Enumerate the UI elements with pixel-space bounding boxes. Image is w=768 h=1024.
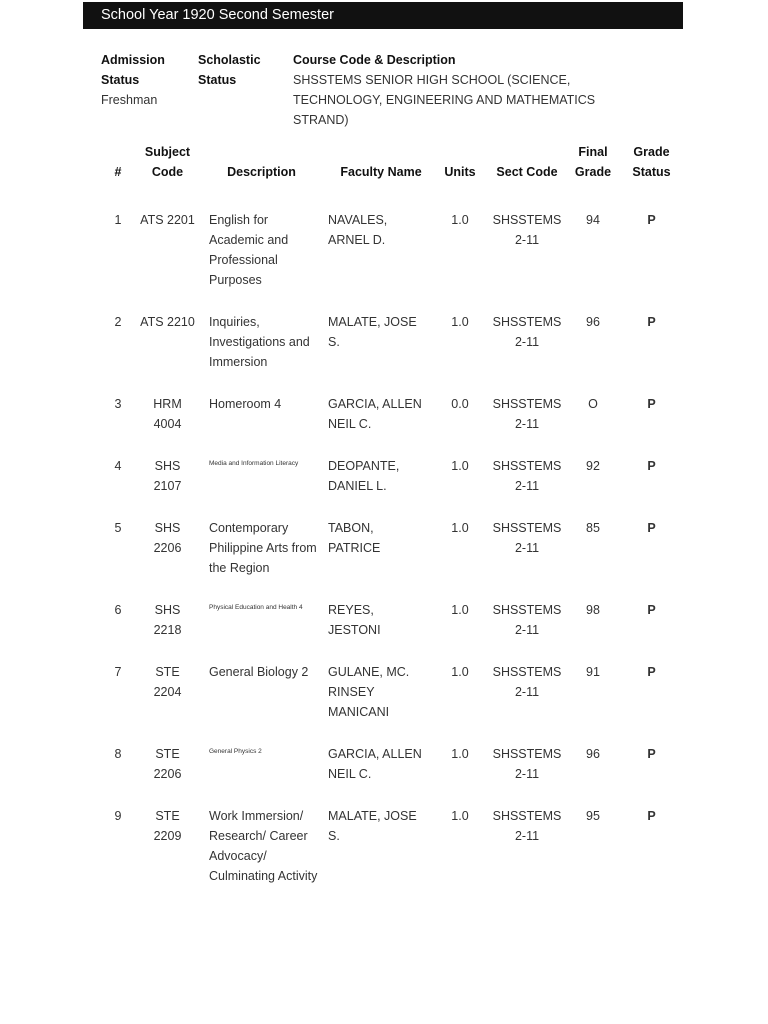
table-row bbox=[96, 744, 685, 806]
row-final-grade: 85 bbox=[586, 521, 600, 535]
row-faculty: NAVALES, ARNEL D. bbox=[328, 213, 388, 247]
page-title: School Year 1920 Second Semester bbox=[83, 2, 683, 29]
row-faculty: GARCIA, ALLEN NEIL C. bbox=[328, 397, 422, 431]
row-num: 3 bbox=[114, 397, 122, 411]
row-subject-code: SHS 2107 bbox=[153, 459, 182, 493]
table-row bbox=[96, 312, 685, 394]
row-description: Homeroom 4 bbox=[209, 397, 282, 411]
row-description-text: Media and Information Literacy bbox=[209, 460, 299, 467]
row-final-grade: 98 bbox=[586, 603, 600, 617]
row-subject-code: SHS 2218 bbox=[153, 603, 182, 637]
grades-body bbox=[96, 210, 685, 908]
header-sect-code: Sect Code bbox=[496, 165, 558, 179]
header-description: Description bbox=[227, 165, 296, 179]
row-final-grade: 91 bbox=[586, 665, 600, 679]
row-sect-code: SHSSTEMS 2-11 bbox=[492, 397, 562, 431]
table-row bbox=[96, 806, 685, 908]
table-row bbox=[96, 210, 685, 312]
row-faculty: REYES, JESTONI bbox=[328, 603, 381, 637]
row-grade-status: P bbox=[647, 809, 656, 823]
scholastic-status-block bbox=[198, 50, 288, 90]
row-sect-code: SHSSTEMS 2-11 bbox=[492, 315, 562, 349]
row-description bbox=[195, 600, 328, 662]
row-units: 0.0 bbox=[451, 397, 469, 411]
row-grade-status: P bbox=[647, 603, 656, 617]
header-grade-status: Grade Status bbox=[632, 145, 671, 179]
row-grade-status: P bbox=[647, 213, 656, 227]
row-description-text: Physical Education and Health 4 bbox=[209, 604, 303, 611]
row-description: English for Academic and Professional Purposes bbox=[209, 213, 289, 287]
row-final-grade: 92 bbox=[586, 459, 600, 473]
header-final-grade: Final Grade bbox=[574, 145, 612, 179]
row-num: 7 bbox=[114, 665, 122, 679]
table-row bbox=[96, 456, 685, 518]
row-grade-status: P bbox=[647, 459, 656, 473]
row-subject-code: STE 2204 bbox=[153, 665, 182, 699]
course-block bbox=[293, 50, 653, 130]
row-faculty: TABON, PATRICE bbox=[328, 521, 381, 555]
admission-status-block bbox=[101, 50, 191, 110]
row-num: 4 bbox=[114, 459, 122, 473]
admission-status-value: Freshman bbox=[101, 93, 158, 107]
grades-table bbox=[96, 142, 685, 908]
row-faculty: MALATE, JOSE S. bbox=[328, 315, 417, 349]
row-units: 1.0 bbox=[451, 521, 469, 535]
row-description: General Biology 2 bbox=[209, 665, 309, 679]
row-num: 2 bbox=[114, 315, 122, 329]
header-num: # bbox=[114, 165, 122, 179]
row-final-grade: 96 bbox=[586, 747, 600, 761]
row-num: 9 bbox=[114, 809, 122, 823]
table-row bbox=[96, 662, 685, 744]
row-units: 1.0 bbox=[451, 315, 469, 329]
row-final-grade: 96 bbox=[586, 315, 600, 329]
row-sect-code: SHSSTEMS 2-11 bbox=[492, 213, 562, 247]
row-units: 1.0 bbox=[451, 809, 469, 823]
row-units: 1.0 bbox=[451, 665, 469, 679]
row-subject-code: STE 2206 bbox=[153, 747, 182, 781]
table-row bbox=[96, 518, 685, 600]
table-row bbox=[96, 394, 685, 456]
row-units: 1.0 bbox=[451, 747, 469, 761]
row-final-grade: 94 bbox=[586, 213, 600, 227]
header-subject-code: Subject Code bbox=[144, 145, 191, 179]
row-subject-code: STE 2209 bbox=[153, 809, 182, 843]
row-final-grade: O bbox=[588, 397, 598, 411]
table-row bbox=[96, 600, 685, 662]
row-units: 1.0 bbox=[451, 213, 469, 227]
header-units: Units bbox=[444, 165, 476, 179]
row-sect-code: SHSSTEMS 2-11 bbox=[492, 459, 562, 493]
row-subject-code: HRM 4004 bbox=[153, 397, 182, 431]
row-sect-code: SHSSTEMS 2-11 bbox=[492, 809, 562, 843]
row-description: Work Immersion/ Research/ Career Advocacy/ Culminating Activity bbox=[209, 809, 318, 883]
row-num: 5 bbox=[114, 521, 122, 535]
row-sect-code: SHSSTEMS 2-11 bbox=[492, 521, 562, 555]
row-grade-status: P bbox=[647, 521, 656, 535]
row-final-grade: 95 bbox=[586, 809, 600, 823]
row-subject-code: ATS 2210 bbox=[140, 315, 195, 329]
row-faculty: DEOPANTE, DANIEL L. bbox=[328, 459, 400, 493]
row-faculty: MALATE, JOSE S. bbox=[328, 809, 417, 843]
table-header-row bbox=[96, 142, 685, 210]
row-grade-status: P bbox=[647, 747, 656, 761]
row-description: Inquiries, Investigations and Immersion bbox=[209, 315, 310, 369]
row-grade-status: P bbox=[647, 397, 656, 411]
row-units: 1.0 bbox=[451, 459, 469, 473]
scholastic-status-label: Scholastic Status bbox=[198, 53, 261, 87]
row-faculty: GARCIA, ALLEN NEIL C. bbox=[328, 747, 422, 781]
row-description bbox=[195, 456, 328, 518]
header-faculty: Faculty Name bbox=[340, 165, 422, 179]
row-sect-code: SHSSTEMS 2-11 bbox=[492, 747, 562, 781]
row-subject-code: SHS 2206 bbox=[153, 521, 182, 555]
row-num: 6 bbox=[114, 603, 122, 617]
row-sect-code: SHSSTEMS 2-11 bbox=[492, 665, 562, 699]
row-faculty: GULANE, MC. RINSEY MANICANI bbox=[328, 665, 410, 719]
course-label: Course Code & Description bbox=[293, 53, 456, 67]
admission-status-label: Admission Status bbox=[101, 53, 165, 87]
row-sect-code: SHSSTEMS 2-11 bbox=[492, 603, 562, 637]
row-num: 1 bbox=[114, 213, 122, 227]
row-description: Contemporary Philippine Arts from the Region bbox=[209, 521, 317, 575]
row-units: 1.0 bbox=[451, 603, 469, 617]
row-grade-status: P bbox=[647, 665, 656, 679]
course-value: SHSSTEMS SENIOR HIGH SCHOOL (SCIENCE, TECHNOLOGY, ENGINEERING AND MATHEMATICS STRAND) bbox=[293, 73, 596, 127]
row-grade-status: P bbox=[647, 315, 656, 329]
row-num: 8 bbox=[114, 747, 122, 761]
row-description bbox=[195, 744, 328, 806]
row-subject-code: ATS 2201 bbox=[140, 213, 195, 227]
row-description-text: General Physics 2 bbox=[209, 748, 262, 755]
